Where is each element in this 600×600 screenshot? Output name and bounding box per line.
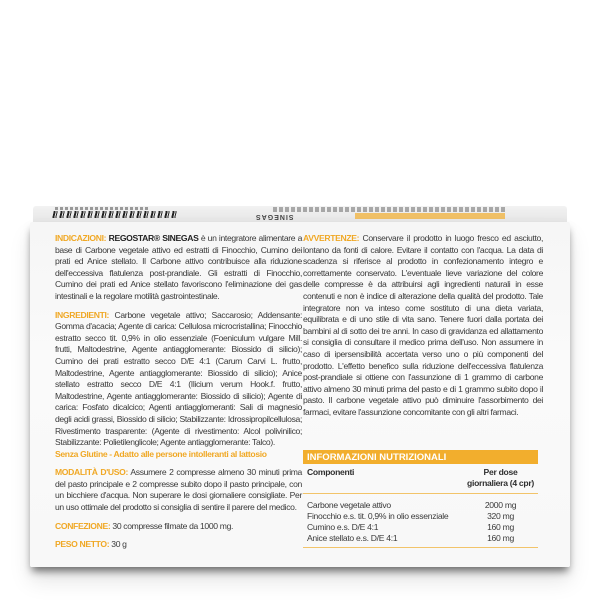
component-amount: 2000 mg — [484, 500, 517, 510]
column-header-component: Componenti — [307, 467, 355, 477]
nutrition-table — [303, 450, 538, 548]
net-weight-text: 30 g — [109, 539, 127, 550]
box-top-flap — [33, 206, 567, 222]
column-header-dose — [463, 467, 538, 489]
indications-text: è un integratore alimentare a base di Carbone vegetale attivo ed estratti di Finocchio, Cumino dei prati ed Anice stellato. Il Carbone attivo contribuisce alla riduzione dell'eccessiva flatulenza post-prandiale. Gli estratti di Finocchio, Cumino dei prati ed Anice stellato favoriscono l'eliminazione dei gas intestinali e la regolare motilità gastrointestinale. — [55, 233, 303, 301]
nutrition-body — [303, 494, 538, 548]
table-row — [303, 522, 538, 533]
package-label: CONFEZIONE: — [55, 520, 111, 531]
package-paragraph — [55, 521, 302, 533]
table-row — [303, 500, 538, 511]
ingredients-paragraph — [55, 310, 302, 449]
warnings-paragraph — [303, 233, 543, 419]
usage-label: MODALITÀ D'USO: — [55, 467, 129, 478]
left-column — [55, 233, 302, 558]
dose-header-line1: Per dose — [483, 467, 518, 477]
component-name: Finocchio e.s. tit. 0,9% in olio essenziale — [307, 511, 449, 521]
flap-product-name: SINEGAS — [255, 213, 294, 220]
table-row — [303, 533, 538, 544]
lot-code — [55, 207, 150, 210]
flap-mirrored-text — [273, 207, 505, 212]
component-amount: 160 mg — [487, 522, 514, 532]
warnings-label: AVVERTENZE: — [303, 233, 360, 243]
ingredients-label: INGREDIENTI: — [55, 309, 110, 320]
net-weight-label: PESO NETTO: — [55, 539, 110, 550]
nutrition-header-row — [303, 464, 538, 494]
component-amount: 160 mg — [487, 533, 514, 543]
barcode-icon — [52, 211, 178, 218]
right-column — [303, 233, 543, 426]
flap-brand-logo — [355, 213, 505, 219]
warnings-text: Conservare il prodotto in luogo fresco ed asciutto, lontano da fonti di calore. Evitare il contatto con l'acqua. La data di scadenza si riferisce al prodotto in confezionamento integro e correttamente conservato. L'eventuale lieve variazione del colore delle compresse è da attribuirsi agli ingredienti naturali in esse contenuti e non è indice di alterazione della qualità del prodotto. Tale integratore non va inteso come sostituto di una dieta variata, equilibrata e di uno stile di vita sano. Tenere fuori dalla portata dei bambini al di sotto dei tre anni. In caso di gravidanza ed allattamento si consiglia di consultare il medico prima dell'uso. Non assumere in caso di ipersensibilità accertata verso uno o più componenti del prodotto. L'effetto benefico sulla riduzione dell'eccessiva flatulenza post-prandiale si ottiene con l'assunzione di 1 grammo di carbone attivo almeno 30 minuti prima del pasto e di 1 grammo subito dopo il pasto. Il carbone vegetale attivo può diminuire l'assorbimento dei farmaci, evitare l'assunzione concomitante con gli altri farmaci. — [303, 233, 543, 417]
nutrition-title: INFORMAZIONI NUTRIZIONALI — [303, 450, 538, 464]
table-row — [303, 511, 538, 522]
component-name: Cumino e.s. D/E 4:1 — [307, 522, 379, 532]
ingredients-text: Carbone vegetale attivo; Saccarosio; Addensante: Gomma d'acacia; Agente di carica: Cellulosa microcristallina; Finocchio estratto secco tit. 0,9% in olio essenziale (Foeniculum vulgare Mill. frutti, Maltodestrine, Agente antiagglomerante: Biossido di silicio); Cumino dei prati estratto secco D/E 4:1 (Carum Carvi L. frutto, Maltodestrine, Agente antiagglomerante: Biossido di silicio); Anice stellato estratto secco D/E 4:1 (Ilicium verum Hook.f. frutto, Maltodestrine, Agente antiagglomerante: Biossido di silicio); Agente di carica: Fosfato dicalcico; Agenti antiagglomeranti: Sali di magnesio degli acidi grassi, Biossido di silicio; Stabilizzante: Idrossipropilcellulosa; Rivestimento trasparente: (Agente di rivestimento: Alcol polivinilico; Stabilizzante: Polietilenglicole; Agente antiagglomerante: Talco). — [55, 309, 302, 448]
component-name: Anice stellato e.s. D/E 4:1 — [307, 533, 398, 543]
package-text: 30 compresse filmate da 1000 mg. — [110, 520, 234, 531]
product-box-back — [30, 222, 570, 567]
component-name: Carbone vegetale attivo — [307, 500, 391, 510]
usage-paragraph — [55, 467, 302, 513]
brand-name: REGOSTAR® SINEGAS — [108, 233, 199, 243]
indications-label: INDICAZIONI: — [55, 233, 107, 243]
usage-text: Assumere 2 compresse almeno 30 minuti prima del pasto principale e 2 compresse subito dopo il pasto principale, con un bicchiere d'acqua. Non superare le dosi giornaliere consigliate. Per un uso ottimale del prodotto si consiglia di sentire il parere del medico. — [55, 467, 302, 513]
net-weight-paragraph — [55, 539, 302, 551]
dose-header-line2: giornaliera (4 cpr) — [467, 478, 534, 488]
indications-paragraph — [55, 233, 302, 303]
gluten-free-note: Senza Glutine - Adatto alle persone intolleranti al lattosio — [55, 448, 267, 459]
component-amount: 320 mg — [487, 511, 514, 521]
